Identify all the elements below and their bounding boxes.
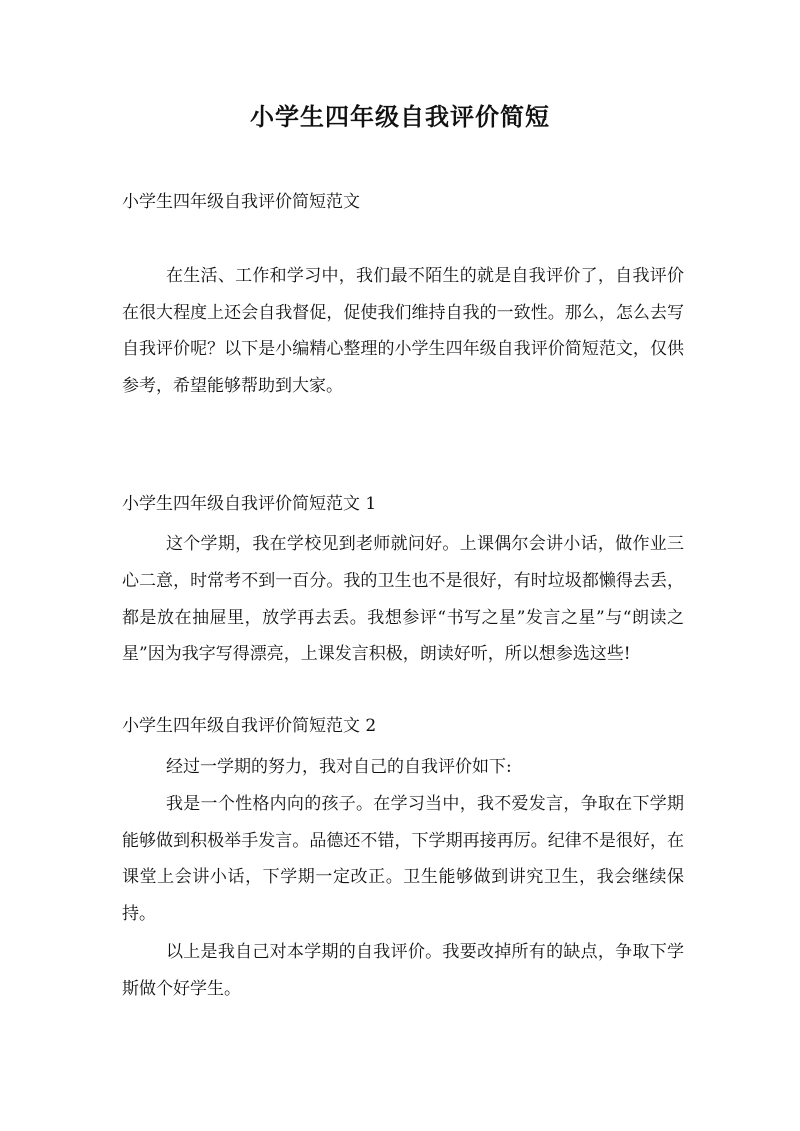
sample-1-heading: 小学生四年级自我评价简短范文 1 bbox=[122, 494, 377, 514]
sample-2-paragraph-1: 经过一学期的努力，我对自己的自我评价如下: bbox=[166, 757, 512, 777]
sample-2-heading: 小学生四年级自我评价简短范文 2 bbox=[122, 716, 377, 736]
document-title: 小学生四年级自我评价简短 bbox=[250, 102, 550, 131]
sample-1-paragraph: 这个学期，我在学校见到老师就问好。上课偶尔会讲小话，做作业三心二意，时常考不到一百分。我的卫生也不是很好，有时垃圾都懒得去丢，都是放在抽屉里，放学再去丢。我想参评“书写之星”发言之星”与“朗读之星”因为我字写得漂亮，上课发言积极，朗读好听，所以想参选这些! bbox=[122, 534, 684, 665]
document-subtitle: 小学生四年级自我评价简短范文 bbox=[122, 192, 360, 212]
sample-2-paragraph-3: 以上是我自己对本学期的自我评价。我要改掉所有的缺点，争取下学斯做个好学生。 bbox=[122, 942, 684, 999]
intro-paragraph: 在生活、工作和学习中，我们最不陌生的就是自我评价了，自我评价在很大程度上还会自我督促，促使我们维持自我的一致性。那么，怎么去写自我评价呢？以下是小编精心整理的小学生四年级自我评价简短范文，仅供参考，希望能够帮助到大家。 bbox=[122, 266, 684, 396]
sample-2-paragraph-2: 我是一个性格内向的孩子。在学习当中，我不爱发言，争取在下学期能够做到积极举手发言。品德还不错，下学期再接再厉。纪律不是很好，在课堂上会讲小话，下学期一定改正。卫生能够做到讲究卫生，我会继续保持。 bbox=[122, 794, 684, 924]
